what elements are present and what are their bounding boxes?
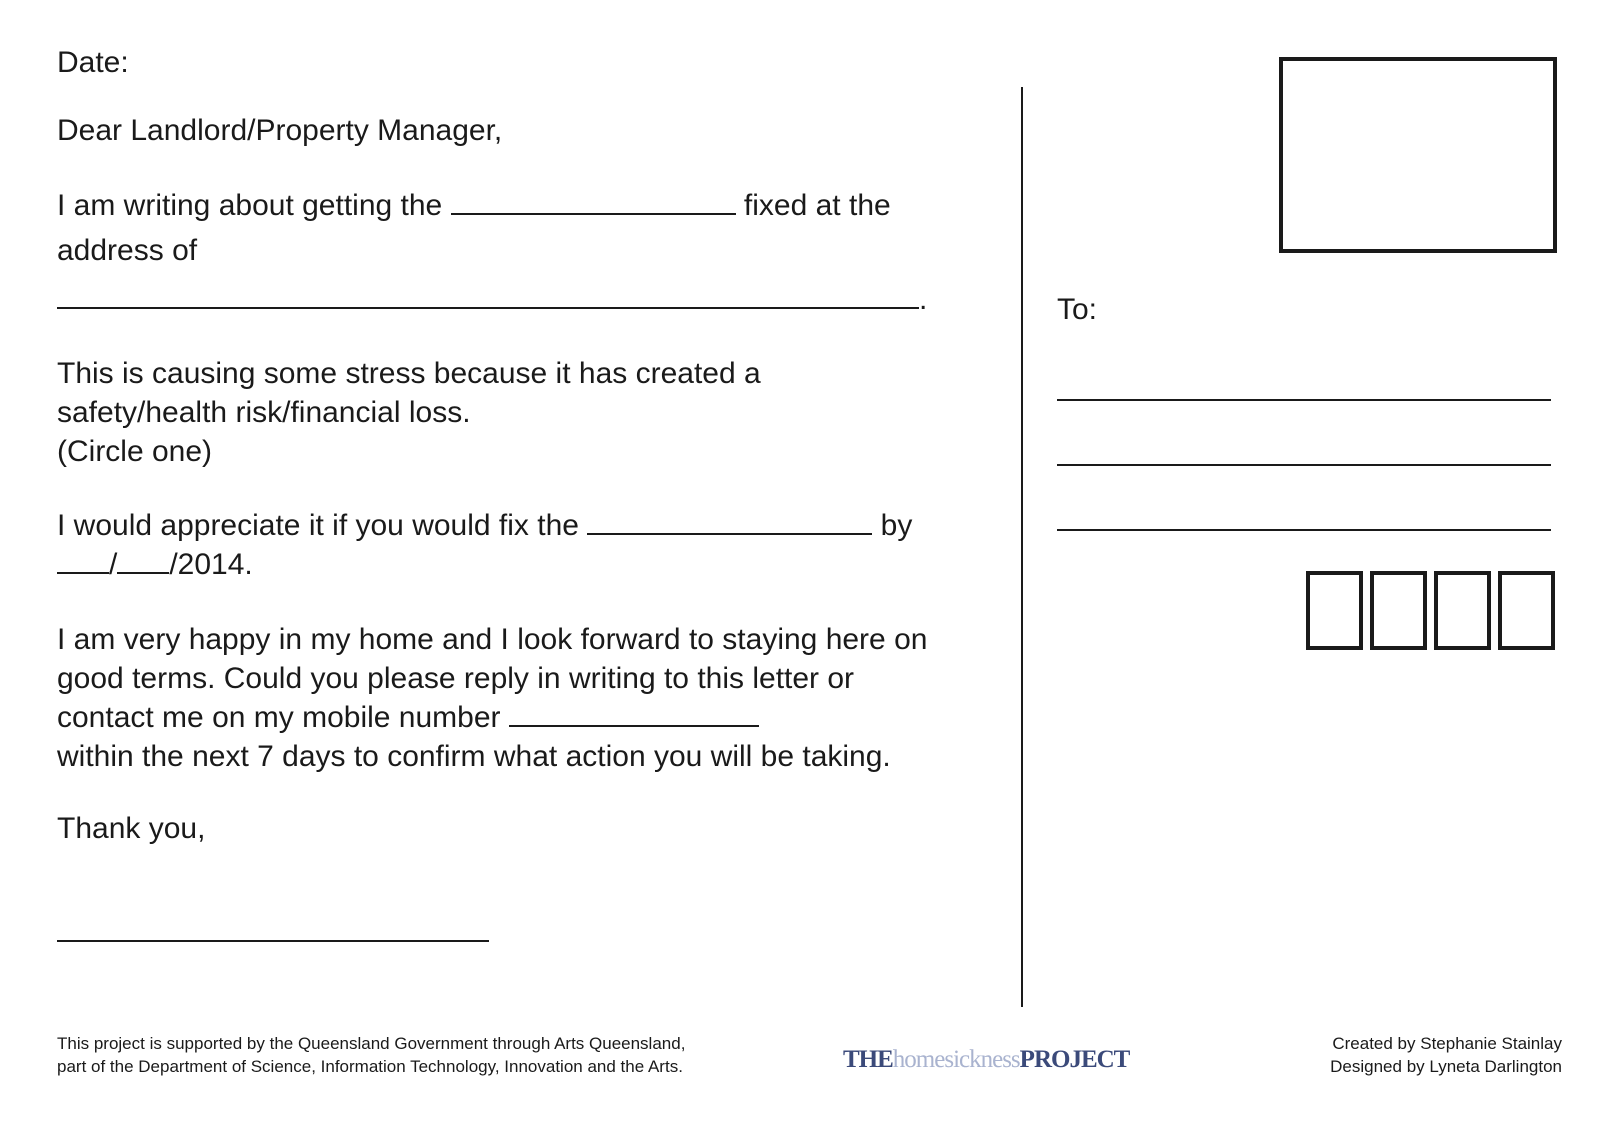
p4-line-2: good terms. Could you please reply in writing to this letter or bbox=[57, 662, 855, 695]
logo-the: THE bbox=[843, 1046, 893, 1073]
p1-end: . bbox=[919, 283, 928, 316]
support-line-1: This project is supported by the Queensland Government through Arts Queensland, bbox=[57, 1034, 686, 1053]
stamp-box bbox=[1279, 57, 1557, 253]
p4-line-1: I am very happy in my home and I look forward to staying here on bbox=[57, 623, 928, 656]
p2-line-1: This is causing some stress because it has created a bbox=[57, 357, 761, 390]
p4-line-4: within the next 7 days to confirm what action you will be taking. bbox=[57, 740, 891, 773]
postcard-divider bbox=[1021, 87, 1023, 1007]
paragraph-stress bbox=[57, 354, 957, 471]
month-blank[interactable] bbox=[117, 548, 169, 574]
credits bbox=[1330, 1032, 1562, 1078]
p3-text-2: by bbox=[880, 509, 913, 542]
postcode-box[interactable] bbox=[1434, 571, 1491, 650]
p4-line-3: contact me on my mobile number bbox=[57, 701, 501, 734]
to-label: To: bbox=[1057, 293, 1098, 326]
repair-item-blank[interactable] bbox=[451, 189, 736, 215]
address-line-1[interactable] bbox=[1057, 399, 1551, 401]
date-label: Date: bbox=[57, 46, 129, 79]
closing: Thank you, bbox=[57, 812, 206, 845]
postcode-box[interactable] bbox=[1306, 571, 1363, 650]
p1-text-3: address of bbox=[57, 234, 198, 267]
mobile-number-blank[interactable] bbox=[509, 701, 759, 727]
postcode-boxes bbox=[1306, 571, 1555, 650]
p2-line-2: safety/health risk/financial loss. bbox=[57, 396, 471, 429]
date-year: /2014. bbox=[169, 548, 253, 581]
address-blank[interactable] bbox=[57, 283, 919, 309]
greeting: Dear Landlord/Property Manager, bbox=[57, 114, 503, 147]
logo-project: PROJECT bbox=[1019, 1046, 1130, 1073]
postcode-box[interactable] bbox=[1370, 571, 1427, 650]
credit-line-2: Designed by Lyneta Darlington bbox=[1330, 1057, 1562, 1076]
postcode-box[interactable] bbox=[1498, 571, 1555, 650]
logo-mid: homesickness bbox=[892, 1046, 1020, 1073]
fix-item-blank[interactable] bbox=[587, 509, 872, 535]
address-line-2[interactable] bbox=[1057, 464, 1551, 466]
credit-line-1: Created by Stephanie Stainlay bbox=[1332, 1034, 1562, 1053]
day-blank[interactable] bbox=[57, 548, 109, 574]
paragraph-reply-request bbox=[57, 620, 1017, 776]
support-statement bbox=[57, 1032, 685, 1078]
p1-text-2: fixed at the bbox=[743, 189, 891, 222]
address-of-line bbox=[57, 283, 927, 317]
support-line-2: part of the Department of Science, Information Technology, Innovation and the Arts. bbox=[57, 1057, 683, 1076]
p2-line-3: (Circle one) bbox=[57, 435, 213, 468]
p1-text-1: I am writing about getting the bbox=[57, 189, 443, 222]
paragraph-fix-request bbox=[57, 506, 1017, 584]
address-line-3[interactable] bbox=[1057, 529, 1551, 531]
p3-text-1: I would appreciate it if you would fix the bbox=[57, 509, 579, 542]
paragraph-repair-item bbox=[57, 189, 891, 223]
date-slash: / bbox=[109, 548, 118, 581]
signature-line[interactable] bbox=[57, 940, 489, 942]
homesickness-project-logo bbox=[843, 1046, 1129, 1074]
